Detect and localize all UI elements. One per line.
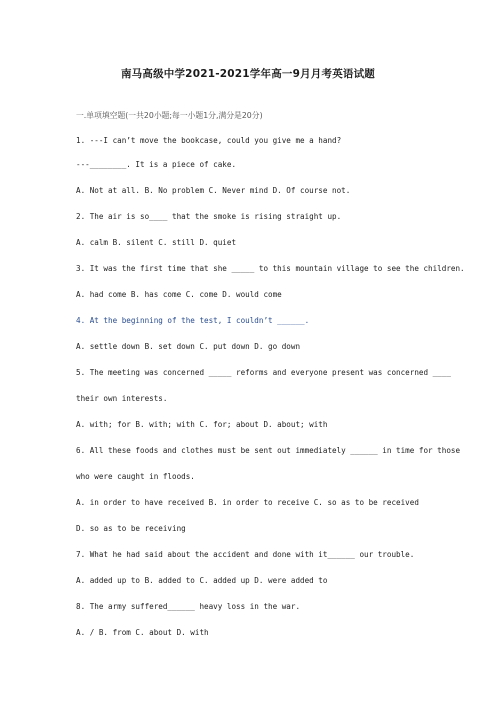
question-6-stem-2: who were caught in floods. bbox=[76, 472, 195, 481]
question-8-options: A. / B. from C. about D. with bbox=[76, 628, 209, 637]
section-heading: 一.单项填空题(一共20小题;每一小题1分,满分是20分) bbox=[76, 111, 263, 120]
question-1-options: A. Not at all. B. No problem C. Never mind D. Of course not. bbox=[76, 186, 351, 195]
question-5-stem-2: their own interests. bbox=[76, 394, 168, 403]
question-3-stem: 3. It was the first time that she _____ to this mountain village to see the children. bbox=[76, 264, 465, 273]
page-title: 南马高级中学2021-2021学年高一9月月考英语试题 bbox=[120, 68, 375, 80]
question-4-options: A. settle down B. set down C. put down D. go down bbox=[76, 342, 301, 351]
question-8-stem: 8. The army suffered______ heavy loss in the war. bbox=[76, 602, 301, 611]
question-4-stem: 4. At the beginning of the test, I couldn’t ______. bbox=[76, 316, 310, 325]
question-3-options: A. had come B. has come C. come D. would come bbox=[76, 290, 282, 299]
question-2-stem: 2. The air is so____ that the smoke is rising straight up. bbox=[76, 212, 342, 221]
question-7-options: A. added up to B. added to C. added up D. were added to bbox=[76, 576, 328, 585]
question-1-stem: 1. ---I can’t move the bookcase, could you give me a hand? bbox=[76, 136, 342, 145]
question-2-options: A. calm B. silent C. still D. quiet bbox=[76, 238, 237, 247]
question-1-stem-2: ---________. It is a piece of cake. bbox=[76, 160, 237, 169]
question-5-stem: 5. The meeting was concerned _____ reforms and everyone present was concerned ____ bbox=[76, 368, 451, 377]
question-7-stem: 7. What he had said about the accident and done with it______ our trouble. bbox=[76, 550, 415, 559]
question-6-options-2: D. so as to be receiving bbox=[76, 524, 186, 533]
question-6-stem: 6. All these foods and clothes must be sent out immediately ______ in time for those bbox=[76, 446, 461, 455]
question-6-options: A. in order to have received B. in order to receive C. so as to be received bbox=[76, 498, 419, 507]
question-5-options: A. with; for B. with; with C. for; about D. about; with bbox=[76, 420, 328, 429]
